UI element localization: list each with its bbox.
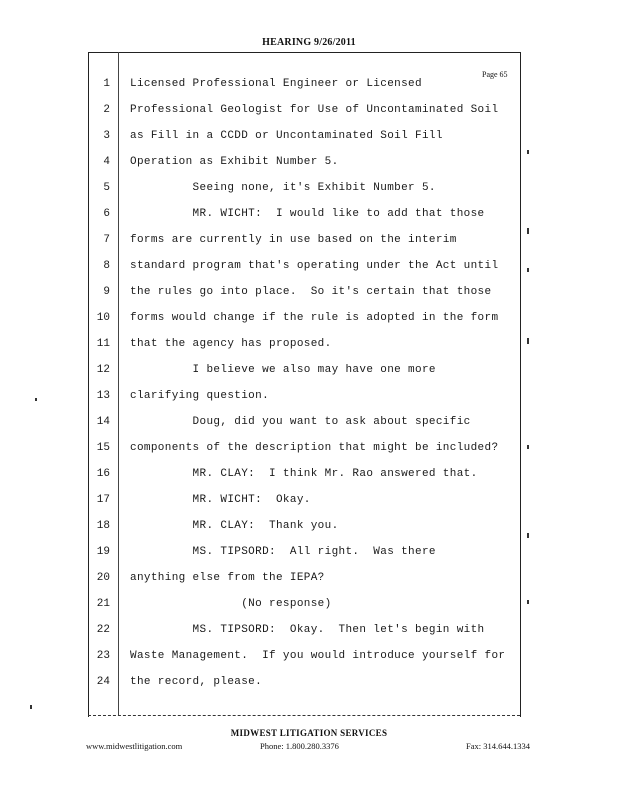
hearing-title: HEARING 9/26/2011	[262, 37, 356, 48]
scan-speck	[527, 338, 529, 344]
scan-speck	[527, 600, 529, 604]
line-number: 20	[96, 572, 110, 584]
transcript-line	[88, 676, 519, 694]
line-number: 22	[96, 624, 110, 636]
line-number: 23	[96, 650, 110, 662]
line-number: 24	[96, 676, 110, 688]
footer-phone: Phone: 1.800.280.3376	[260, 741, 339, 751]
line-text: Doug, did you want to ask about specific	[130, 416, 471, 428]
transcript-line	[88, 598, 519, 616]
transcript-line	[88, 338, 519, 356]
transcript-line	[88, 494, 519, 512]
transcript-line	[88, 182, 519, 200]
line-text: Licensed Professional Engineer or Licensed	[130, 78, 422, 90]
page-frame	[88, 52, 521, 717]
line-text: MR. CLAY: I think Mr. Rao answered that.	[130, 468, 478, 480]
transcript-line	[88, 416, 519, 434]
transcript-line	[88, 78, 519, 96]
scan-speck	[527, 228, 529, 234]
line-number: 13	[96, 390, 110, 402]
bottom-rule	[88, 715, 520, 716]
scan-speck	[527, 533, 529, 538]
transcript-line	[88, 364, 519, 382]
line-text: anything else from the IEPA?	[130, 572, 325, 584]
line-number: 3	[103, 130, 110, 142]
line-number: 21	[96, 598, 110, 610]
line-number: 5	[103, 182, 110, 194]
page-number: Page 65	[482, 70, 508, 79]
transcript-line	[88, 208, 519, 226]
line-text: Waste Management. If you would introduce yourself for	[130, 650, 506, 662]
line-text: Seeing none, it's Exhibit Number 5.	[130, 182, 436, 194]
line-number: 6	[103, 208, 110, 220]
footer-contact	[88, 741, 530, 753]
transcript-line	[88, 286, 519, 304]
line-text: Operation as Exhibit Number 5.	[130, 156, 339, 168]
line-number-rule	[118, 52, 119, 716]
line-number: 11	[96, 338, 110, 350]
transcript-line	[88, 130, 519, 148]
transcript-line	[88, 650, 519, 668]
line-text: clarifying question.	[130, 390, 270, 402]
line-text: the rules go into place. So it's certain that those	[130, 286, 492, 298]
scan-speck	[35, 398, 37, 401]
transcript-line	[88, 104, 519, 122]
transcript-line	[88, 390, 519, 408]
line-number: 7	[103, 234, 110, 246]
line-number: 1	[103, 78, 110, 90]
transcript-line	[88, 442, 519, 460]
line-number: 12	[96, 364, 110, 376]
line-text: Professional Geologist for Use of Uncontaminated Soil	[130, 104, 499, 116]
line-number: 10	[96, 312, 110, 324]
footer-fax: Fax: 314.644.1334	[466, 741, 530, 751]
footer-company: MIDWEST LITIGATION SERVICES	[230, 728, 388, 738]
line-text: forms would change if the rule is adopted in the form	[130, 312, 499, 324]
line-text: MR. CLAY: Thank you.	[130, 520, 339, 532]
line-text: MS. TIPSORD: All right. Was there	[130, 546, 436, 558]
line-text: that the agency has proposed.	[130, 338, 332, 350]
line-number: 16	[96, 468, 110, 480]
line-text: components of the description that might be included?	[130, 442, 499, 454]
line-text: MR. WICHT: Okay.	[130, 494, 311, 506]
scan-speck	[30, 705, 32, 709]
line-number: 8	[103, 260, 110, 272]
line-text: the record, please.	[130, 676, 263, 688]
transcript-line	[88, 312, 519, 330]
line-number: 18	[96, 520, 110, 532]
line-number: 9	[103, 286, 110, 298]
line-text: standard program that's operating under the Act until	[130, 260, 499, 272]
line-text: I believe we also may have one more	[130, 364, 436, 376]
scan-speck	[527, 150, 529, 154]
transcript-line	[88, 624, 519, 642]
scan-speck	[527, 268, 529, 272]
line-text: forms are currently in use based on the interim	[130, 234, 457, 246]
footer-website: www.midwestlitigation.com	[86, 741, 183, 751]
transcript-line	[88, 468, 519, 486]
transcript-line	[88, 260, 519, 278]
line-number: 4	[103, 156, 110, 168]
line-text: as Fill in a CCDD or Uncontaminated Soil Fill	[130, 130, 443, 142]
line-number: 2	[103, 104, 110, 116]
line-number: 17	[96, 494, 110, 506]
line-text: (No response)	[130, 598, 332, 610]
transcript-line	[88, 520, 519, 538]
line-text: MR. WICHT: I would like to add that those	[130, 208, 485, 220]
line-number: 15	[96, 442, 110, 454]
line-number: 14	[96, 416, 110, 428]
transcript-line	[88, 546, 519, 564]
transcript-line	[88, 234, 519, 252]
transcript-line	[88, 572, 519, 590]
transcript-line	[88, 156, 519, 174]
line-text: MS. TIPSORD: Okay. Then let's begin with	[130, 624, 485, 636]
scan-speck	[527, 445, 529, 449]
line-number: 19	[96, 546, 110, 558]
